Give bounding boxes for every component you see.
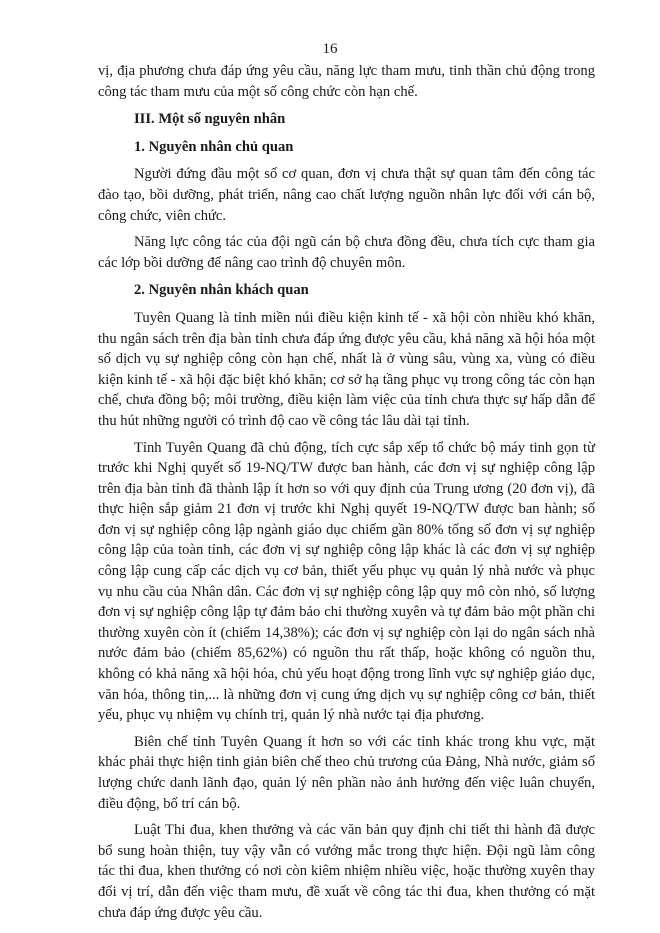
page-number: 16 bbox=[322, 41, 338, 57]
objective-causes-paragraph-1: Tuyên Quang là tỉnh miền núi điều kiện kinh tế - xã hội còn nhiều khó khăn, thu ngân sách trên địa bàn tỉnh chưa đáp ứng được yêu cầu, khả năng xã hội hóa một số dịch vụ sự nghiệp công còn hạn chế, nhất là ở vùng sâu, vùng xa, vùng có điều kiện kinh tế - xã hội đặc biệt khó khăn; cơ sở hạ tầng phục vụ trong công tác còn hạn chế, chưa đồng bộ; môi trường, điều kiện làm việc của tỉnh chưa thực sự hấp dẫn để thu hút những người có trình độ cao về công tác lâu dài tại tỉnh. bbox=[98, 309, 595, 429]
subjective-causes-heading: 1. Nguyên nhân chủ quan bbox=[134, 138, 294, 155]
objective-causes-paragraph-4: Luật Thi đua, khen thưởng và các văn bản quy định chi tiết thi hành đã được bổ sung hoàn thiện, tuy vậy vẫn có vướng mắc trong thực hiện. Đội ngũ làm công tác thi đua, khen thưởng có nơi còn kiêm nhiệm nhiều việc, hoặc thường xuyên thay đổi vị trí, dẫn đến việc tham mưu, đề xuất về công tác thi đua, khen thưởng có mặt chưa đáp ứng được yêu cầu. bbox=[98, 822, 595, 921]
objective-causes-paragraph-2: Tỉnh Tuyên Quang đã chủ động, tích cực sắp xếp tổ chức bộ máy tinh gọn từ trước khi Nghị quyết số 19-NQ/TW được ban hành, các đơn vị sự nghiệp công lập trên địa bàn tỉnh đã thành lập ít hơn so với quy định của Trung ương (20 đơn vị), đã thực hiện sắp giảm 21 đơn vị trước khi Nghị quyết 19-NQ/TW được ban hành; số đơn vị sự nghiệp công lập ngành giáo dục chiếm gần 80% tổng số đơn vị sự nghiệp công lập của toàn tỉnh, các đơn vị sự nghiệp công lập khác là các đơn vị sự nghiệp công lập cung cấp các dịch vụ cơ bản, thiết yếu phục vụ quản lý nhà nước và phục vụ nhu cầu của Nhân dân. Các đơn vị sự nghiệp công lập quy mô còn nhỏ, số lượng đơn vị sự nghiệp công lập tự đảm bảo chi thường xuyên và tự đảm bảo một phần chi thường xuyên còn ít (chiếm 14,38%); các đơn vị sự nghiệp còn lại do ngân sách nhà nước đảm bảo (chiếm 85,62%) có nguồn thu rất thấp, hoặc không có nguồn thu, không có khả năng xã hội hóa, chủ yếu hoạt động trong lĩnh vực sự nghiệp giáo dục, văn hóa, thông tin,... là những đơn vị cung ứng dịch vụ sự nghiệp công cơ bản, thiết yếu, phục vụ nhiệm vụ chính trị, quản lý nhà nước tại địa phương. bbox=[98, 439, 595, 724]
section-heading: III. Một số nguyên nhân bbox=[134, 111, 286, 128]
objective-causes-paragraph-3: Biên chế tỉnh Tuyên Quang ít hơn so với các tỉnh khác trong khu vực, mặt khác phải thực hiện tinh giản biên chế theo chủ trương của Đảng, Nhà nước, giảm số lượng chức danh lãnh đạo, quản lý nên phần nào ảnh hưởng đến việc luân chuyển, điều động, bố trí cán bộ. bbox=[98, 733, 595, 812]
subjective-causes-paragraph-1: Người đứng đầu một số cơ quan, đơn vị chưa thật sự quan tâm đến công tác đào tạo, bồi dưỡng, phát triển, nâng cao chất lượng nguồn nhân lực đối với cán bộ, công chức, viên chức. bbox=[98, 166, 595, 224]
document-body bbox=[98, 61, 595, 923]
subjective-causes-paragraph-2: Năng lực công tác của đội ngũ cán bộ chưa đồng đều, chưa tích cực tham gia các lớp bồi dưỡng để nâng cao trình độ chuyên môn. bbox=[98, 234, 595, 271]
intro-paragraph: vị, địa phương chưa đáp ứng yêu cầu, năng lực tham mưu, tinh thần chủ động trong công tác tham mưu của một số công chức còn hạn chế. bbox=[98, 63, 595, 100]
objective-causes-heading: 2. Nguyên nhân khách quan bbox=[134, 282, 309, 299]
